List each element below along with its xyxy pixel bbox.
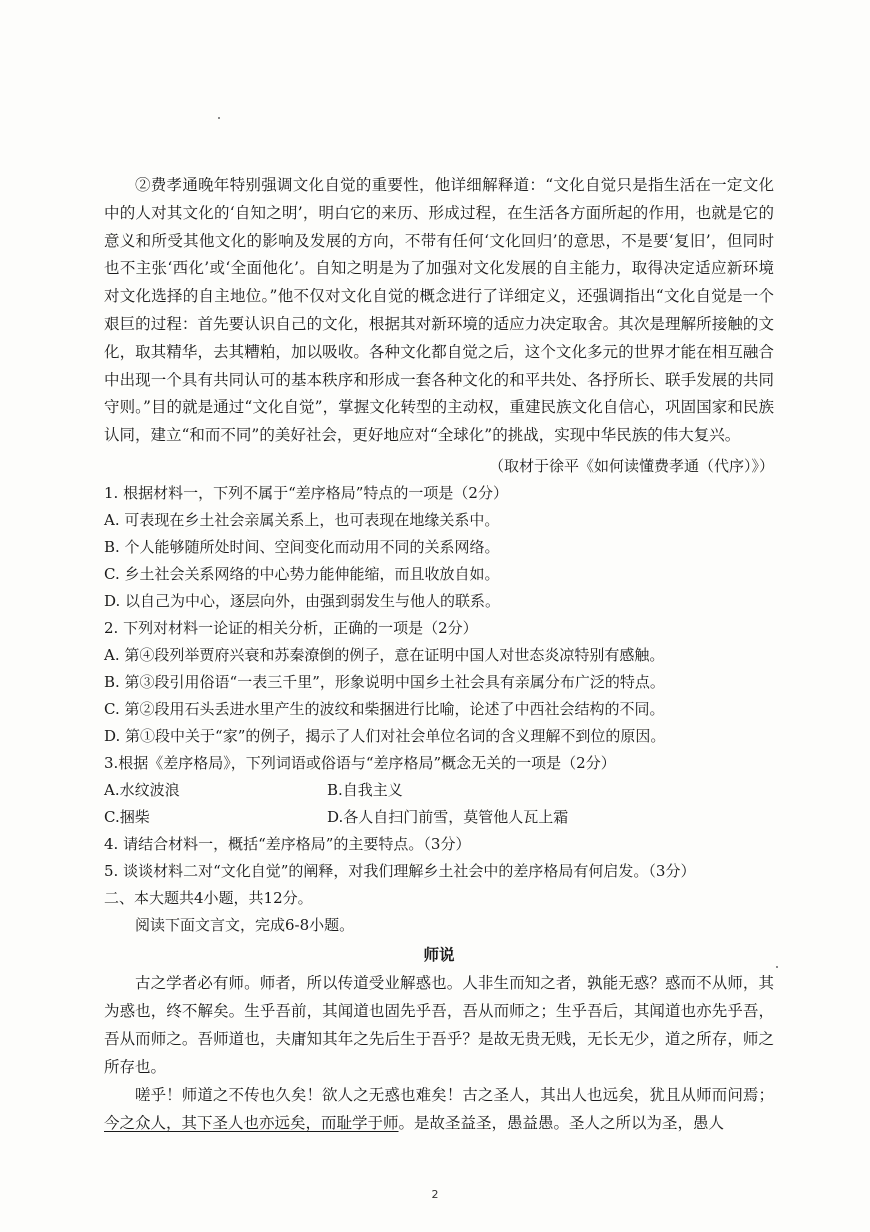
- q1-option-b: B. 个人能够随所处时间、空间变化而动用不同的关系网络。: [104, 537, 500, 556]
- scan-speck: [776, 966, 778, 968]
- classical-paragraph-1: 古之学者必有师。师者，所以传道受业解惑也。人非生而知之者，孰能无惑？惑而不从师，其为惑也，终不解矣。生乎吾前，其闻道也固先乎吾，吾从而师之；生乎吾后，其闻道也亦先乎吾，吾从而师之。吾师道也，夫庸知其年之先后生于吾乎？是故无贵无贱，无长无少，道之所存，师之所存也。: [104, 973, 774, 1076]
- q3-options-row-2: [104, 804, 774, 831]
- q2-option-d: D. 第①段中关于“家”的例子，揭示了人们对社会单位名词的含义理解不到位的原因。: [104, 726, 666, 745]
- q2-option-a: A. 第④段列举贾府兴衰和苏秦潦倒的例子，意在证明中国人对世态炎凉特别有感触。: [104, 645, 665, 664]
- section2-instruction: 阅读下面文言文，完成6-8小题。: [135, 915, 355, 934]
- question-2: [104, 615, 774, 750]
- q1-option-d: D. 以自己为中心，逐层向外，由强到弱发生与他人的联系。: [104, 591, 501, 610]
- section2-heading: 二、本大题共4小题，共12分。: [104, 888, 313, 907]
- p2-text-after: 。是故圣益圣，愚益愚。圣人之所以为圣，愚人: [398, 1113, 725, 1132]
- scan-speck: [218, 117, 220, 119]
- q4-stem: 4. 请结合材料一，概括“差序格局”的主要特点。（3分）: [104, 834, 471, 853]
- question-3: [104, 750, 774, 831]
- question-1: [104, 480, 774, 615]
- p2-underlined-sentence: 今之众人，其下圣人也亦远矣，而耻学于师: [104, 1113, 399, 1132]
- page-number: 2: [431, 1188, 439, 1201]
- q3-option-b: B.自我主义: [327, 780, 403, 799]
- material2-source: （取材于徐平《如何读懂费孝通（代序）》）: [488, 456, 774, 475]
- classical-paragraph-2: [104, 1081, 774, 1137]
- p2-text-before: 嗟乎！师道之不传也久矣！欲人之无惑也难矣！古之圣人，其出人也远矣，犹且从师而问焉；: [135, 1085, 774, 1104]
- q3-option-c: C.捆柴: [104, 807, 150, 826]
- q1-option-a: A. 可表现在乡土社会亲属关系上，也可表现在地缘关系中。: [104, 510, 500, 529]
- q3-option-d: D.各人自扫门前雪，莫管他人瓦上霜: [327, 807, 569, 826]
- q3-options-row-1: [104, 777, 774, 804]
- material2-paragraph: ②费孝通晚年特别强调文化自觉的重要性，他详细解释道：“文化自觉只是指生活在一定文化中的人对其文化的‘自知之明’，明白它的来历、形成过程，在生活各方面所起的作用，也就是它的意义和所受其他文化的影响及发展的方向，不带有任何‘文化回归’的意思，不是要‘复旧’，但同时也不主张‘西化’或‘全面他化’。自知之明是为了加强对文化发展的自主能力，取得决定适应新环境对文化选择的自主地位。”他不仅对文化自觉的概念进行了详细定义，还强调指出“文化自觉是一个艰巨的过程：首先要认识自己的文化，根据其对新环境的适应力决定取舍。其次是理解所接触的文化，取其精华，去其糟粕，加以吸收。各种文化都自觉之后，这个文化多元的世界才能在相互融合中出现一个具有共同认可的基本秩序和形成一套各种文化的和平共处、各抒所长、联手发展的共同守则。”目的就是通过“文化自觉”，掌握文化转型的主动权，重建民族文化自信心，巩固国家和民族认同，建立“和而不同”的美好社会，更好地应对“全球化”的挑战，实现中华民族的伟大复兴。: [104, 176, 774, 445]
- page-content: [104, 172, 774, 1137]
- q2-option-b: B. 第③段引用俗语“一表三千里”，形象说明中国乡土社会具有亲属分布广泛的特点。: [104, 672, 665, 691]
- q2-option-c: C. 第②段用石头丢进水里产生的波纹和柴捆进行比喻，论述了中西社会结构的不同。: [104, 699, 665, 718]
- q5-stem: 5. 谈谈材料二对“文化自觉”的阐释，对我们理解乡土社会中的差序格局有何启发。（3分）: [104, 861, 696, 880]
- q1-option-c: C. 乡土社会关系网络的中心势力能伸能缩，而且收放自如。: [104, 564, 500, 583]
- q3-option-a: A.水纹波浪: [104, 780, 180, 799]
- q1-stem: 1. 根据材料一，下列不属于“差序格局”特点的一项是（2分）: [104, 483, 508, 502]
- classical-title: 师说: [423, 944, 455, 964]
- q3-stem: 3.根据《差序格局》，下列词语或俗语与“差序格局”概念无关的一项是（2分）: [104, 753, 616, 772]
- q2-stem: 2. 下列对材料一论证的相关分析，正确的一项是（2分）: [104, 618, 478, 637]
